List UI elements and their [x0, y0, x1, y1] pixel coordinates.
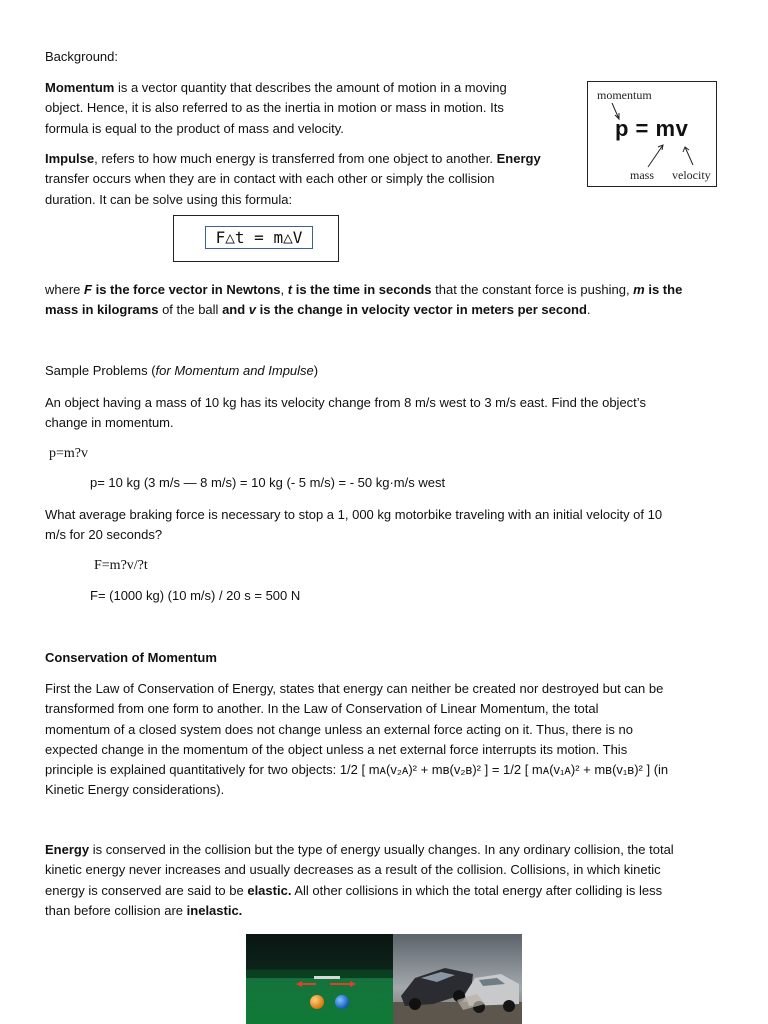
conservation-line-1: First the Law of Conservation of Energy, states that energy can neither be created nor destroyed but can be — [45, 681, 664, 696]
elastic-term: elastic. — [247, 882, 292, 898]
and-text: and — [222, 302, 249, 318]
diagram-mass-label: mass — [630, 168, 654, 182]
var-f: F — [84, 282, 92, 297]
energy-line-4a: than before collision are — [45, 902, 187, 918]
impulse-paragraph — [45, 149, 541, 210]
problem-1-line-1: An object having a mass of 10 kg has its velocity change from 8 m/s west to 3 m/s east. Find the object’s — [45, 395, 646, 410]
problem-2-line-2: m/s for 20 seconds? — [45, 527, 163, 543]
force-def: is the force vector in Newtons — [91, 282, 281, 297]
sample-heading — [45, 361, 318, 381]
background-heading: Background: — [45, 49, 118, 64]
period: . — [586, 302, 591, 318]
energy-line-3c: All other collisions in which the total energy after colliding is less — [291, 882, 663, 898]
diagram-momentum-label: momentum — [597, 88, 652, 102]
var-v: v — [248, 302, 257, 318]
car-crash-photo — [393, 934, 522, 1024]
conservation-paragraph — [45, 679, 668, 801]
ball-text: of the ball — [158, 302, 223, 318]
impulse-line-2: transfer occurs when they are in contact with each other or simply the collision — [45, 171, 495, 187]
car-crash-illustration — [393, 934, 522, 1024]
impulse-line-3: duration. It can be solve using this formula: — [45, 191, 293, 207]
impulse-line-1: , refers to how much energy is transferred from one object to another. — [94, 151, 497, 166]
momentum-term: Momentum — [45, 80, 115, 95]
mass-def-end: mass in kilograms — [45, 302, 159, 318]
momentum-line-2: object. Hence, it is also referred to as the inertia in motion or mass in motion. Its — [45, 100, 504, 116]
energy-paragraph — [45, 840, 674, 921]
conservation-line-2: transformed from one form to another. In the Law of Conservation of Linear Momentum, the total — [45, 701, 599, 717]
equation-1: p=m?v — [49, 446, 88, 461]
conservation-line-4: expected change in the momentum of the object unless a net external force interrupts its motion. This — [45, 741, 628, 757]
time-def: is the time in seconds — [292, 282, 432, 297]
diagram-velocity-label: velocity — [672, 168, 711, 182]
impulse-energy-term: Energy — [496, 151, 541, 166]
sample-heading-c: ) — [313, 363, 319, 378]
momentum-formula-diagram — [587, 81, 717, 187]
momentum-paragraph — [45, 78, 507, 139]
sample-heading-b: for Momentum and Impulse — [155, 363, 314, 378]
var-m: m — [633, 282, 645, 297]
impulse-formula: F△t = m△V — [205, 226, 313, 249]
impulse-formula-box — [173, 215, 339, 262]
mass-def-start: is the — [644, 282, 683, 297]
velocity-def: is the change in velocity vector in meters per second — [256, 302, 587, 318]
where-paragraph — [45, 280, 682, 321]
sample-heading-a: Sample Problems ( — [45, 363, 156, 378]
billiard-balls-photo — [246, 934, 393, 1024]
sample-problem-2 — [45, 505, 662, 546]
comma: , — [280, 282, 288, 297]
equation-2: F=m?v/?t — [94, 558, 148, 573]
billiard-illustration — [246, 934, 393, 1024]
where-text: where — [45, 282, 85, 297]
impulse-term: Impulse — [45, 151, 95, 166]
conservation-line-3: momentum of a closed system does not change unless an external force acting on it. Thus, there is no — [45, 721, 633, 737]
energy-line-2: kinetic energy never increases and usually decreases as a result of the collision. Collisions, in which kinetic — [45, 862, 661, 878]
var-t: t — [287, 282, 293, 297]
conservation-line-6: Kinetic Energy considerations). — [45, 782, 225, 798]
energy-line-1: is conserved in the collision but the type of energy usually changes. In any ordinary collision, the total — [89, 842, 674, 857]
sample-problem-1 — [45, 393, 646, 434]
pushing-text: that the constant force is pushing, — [431, 282, 634, 297]
diagram-formula: p = mv — [615, 116, 689, 141]
equation-2-solution: F= (1000 kg) (10 m/s) / 20 s = 500 N — [90, 588, 301, 603]
inelastic-term: inelastic. — [186, 902, 243, 918]
problem-2-line-1: What average braking force is necessary to stop a 1, 000 kg motorbike traveling with an initial velocity of 10 — [45, 507, 663, 522]
momentum-line-3: formula is equal to the product of mass and velocity. — [45, 120, 344, 136]
momentum-line-1: is a vector quantity that describes the amount of motion in a moving — [114, 80, 507, 95]
conservation-heading: Conservation of Momentum — [45, 650, 217, 665]
conservation-line-5: principle is explained quantitatively for two objects: 1/2 [ mᴀ(v₂ᴀ)² + mʙ(v₂ʙ)² ] = 1/2 [ mᴀ(v₁ᴀ)² + mʙ(v₁ʙ)² ] (in — [45, 762, 669, 778]
equation-1-solution: p= 10 kg (3 m/s — 8 m/s) = 10 kg (- 5 m/s) = - 50 kg·m/s west — [90, 475, 446, 490]
problem-1-line-2: change in momentum. — [45, 415, 174, 431]
energy-line-3a: energy is conserved are said to be — [45, 882, 248, 898]
energy-term: Energy — [45, 842, 90, 857]
